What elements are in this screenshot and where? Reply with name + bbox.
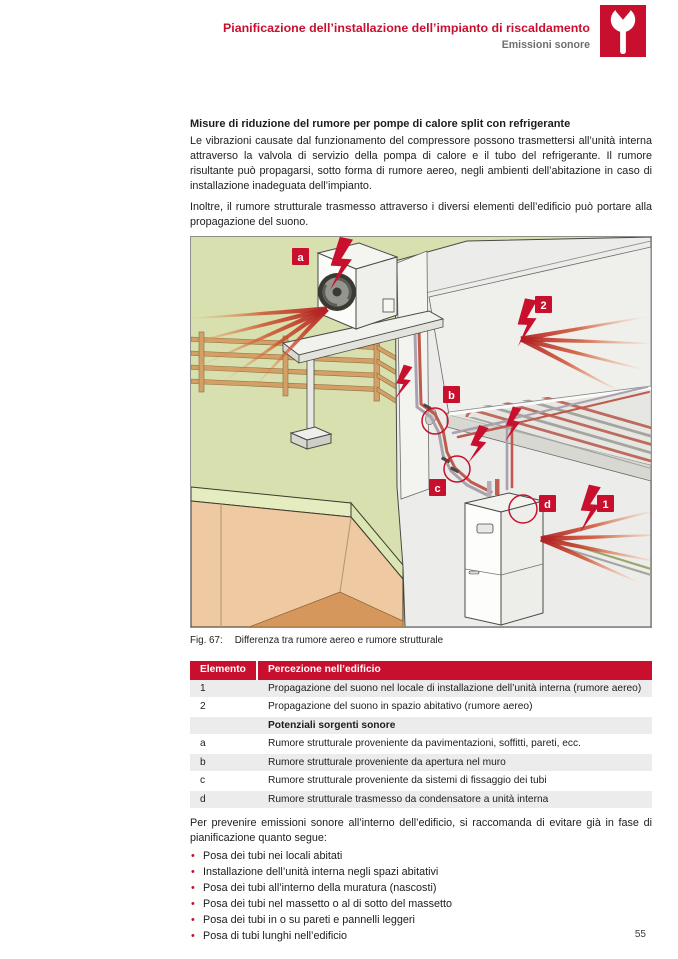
table-cell-element: 2 [200, 701, 206, 712]
svg-text:b: b [448, 390, 455, 402]
table-cell-perception: Rumore strutturale proveniente da apertura nel muro [268, 756, 506, 768]
table-cell-element: d [200, 793, 206, 805]
figure-caption-label: Fig. 67: [190, 635, 223, 646]
table-row [190, 791, 652, 810]
page-number: 55 [634, 929, 646, 940]
recommendations-list [190, 848, 652, 944]
outdoor-unit [318, 243, 397, 329]
table-cell-perception: Propagazione del suono in spazio abitativo (rumore aereo) [268, 701, 533, 712]
list-item: • Posa dei tubi nel massetto o al di sotto del massetto [190, 896, 652, 912]
svg-text:d: d [544, 499, 551, 511]
table-row [190, 735, 652, 754]
table-header-perception: Percezione nell’edificio [268, 664, 381, 675]
table-row [190, 772, 652, 791]
figure-caption [190, 635, 652, 646]
list-item: • Posa dei tubi all’interno della muratura (nascosti) [190, 880, 652, 896]
list-item: • Posa dei tubi in o su pareti e pannelli leggeri [190, 912, 652, 928]
list-item: • Posa dei tubi nei locali abitati [190, 848, 652, 864]
figure-illustration [190, 236, 652, 628]
svg-text:1: 1 [602, 499, 609, 511]
paragraph: Inoltre, il rumore strutturale trasmesso attraverso i diversi elementi dell’edificio può portare alla propagazione del suono. [190, 201, 652, 228]
table-cell-element: c [200, 775, 206, 786]
table-cell-perception: Propagazione del suono nel locale di installazione dell’unità interna (rumore aereo) [268, 682, 642, 694]
table-header-element: Elemento [190, 661, 258, 680]
main-content [190, 118, 652, 944]
control-panel [477, 524, 493, 533]
recommendations-intro: Per prevenire emissioni sonore all’interno dell’edificio, si raccomanda di evitare già in fase di pianificazione quanto segue: [190, 817, 652, 844]
table-cell-perception: Rumore strutturale trasmesso da condensatore a unità interna [268, 793, 549, 805]
table-row [190, 698, 652, 717]
table-cell-element: a [200, 738, 206, 749]
figure-caption-text: Differenza tra rumore aereo e rumore strutturale [234, 635, 444, 646]
paragraph: Le vibrazioni causate dal funzionamento del compressore possono trasmettersi all’unità interna attraverso la valvola di servizio della pompa di calore e il tubo del refrigerante. Il rumore risultante può propagarsi, sotto forma di rumore aereo, negli ambienti dell’abitazione in caso di installazione inadeguata dell’impianto. [190, 135, 652, 192]
svg-text:2: 2 [540, 300, 547, 312]
table-cell-element: b [200, 756, 206, 768]
page-subtitle: Emissioni sonore [501, 39, 590, 51]
table-row [190, 754, 652, 773]
table-cell-perception: Rumore strutturale proveniente da sistemi di fissaggio dei tubi [268, 775, 547, 786]
table-cell-perception: Potenziali sorgenti sonore [268, 719, 396, 731]
table-header-row [190, 661, 652, 680]
table-cell-perception: Rumore strutturale proveniente da pavimentazioni, soffitti, pareti, ecc. [268, 738, 581, 749]
page-title: Pianificazione dell’installazione dell’impianto di riscaldamento [223, 21, 590, 35]
list-item: • Posa di tubi lunghi nell’edificio [190, 928, 652, 944]
wrench-icon [600, 5, 646, 57]
indoor-unit [465, 479, 543, 625]
table-body [190, 680, 652, 810]
table-cell-element [190, 717, 258, 735]
svg-text:c: c [434, 483, 441, 495]
elements-table [190, 661, 652, 809]
table-row [190, 717, 652, 736]
table-row [190, 680, 652, 699]
svg-text:a: a [297, 252, 304, 264]
list-item: • Installazione dell’unità interna negli spazi abitativi [190, 864, 652, 880]
table-cell-element: 1 [200, 682, 206, 694]
section-heading: Misure di riduzione del rumore per pompe di calore split con refrigerante [190, 118, 571, 130]
